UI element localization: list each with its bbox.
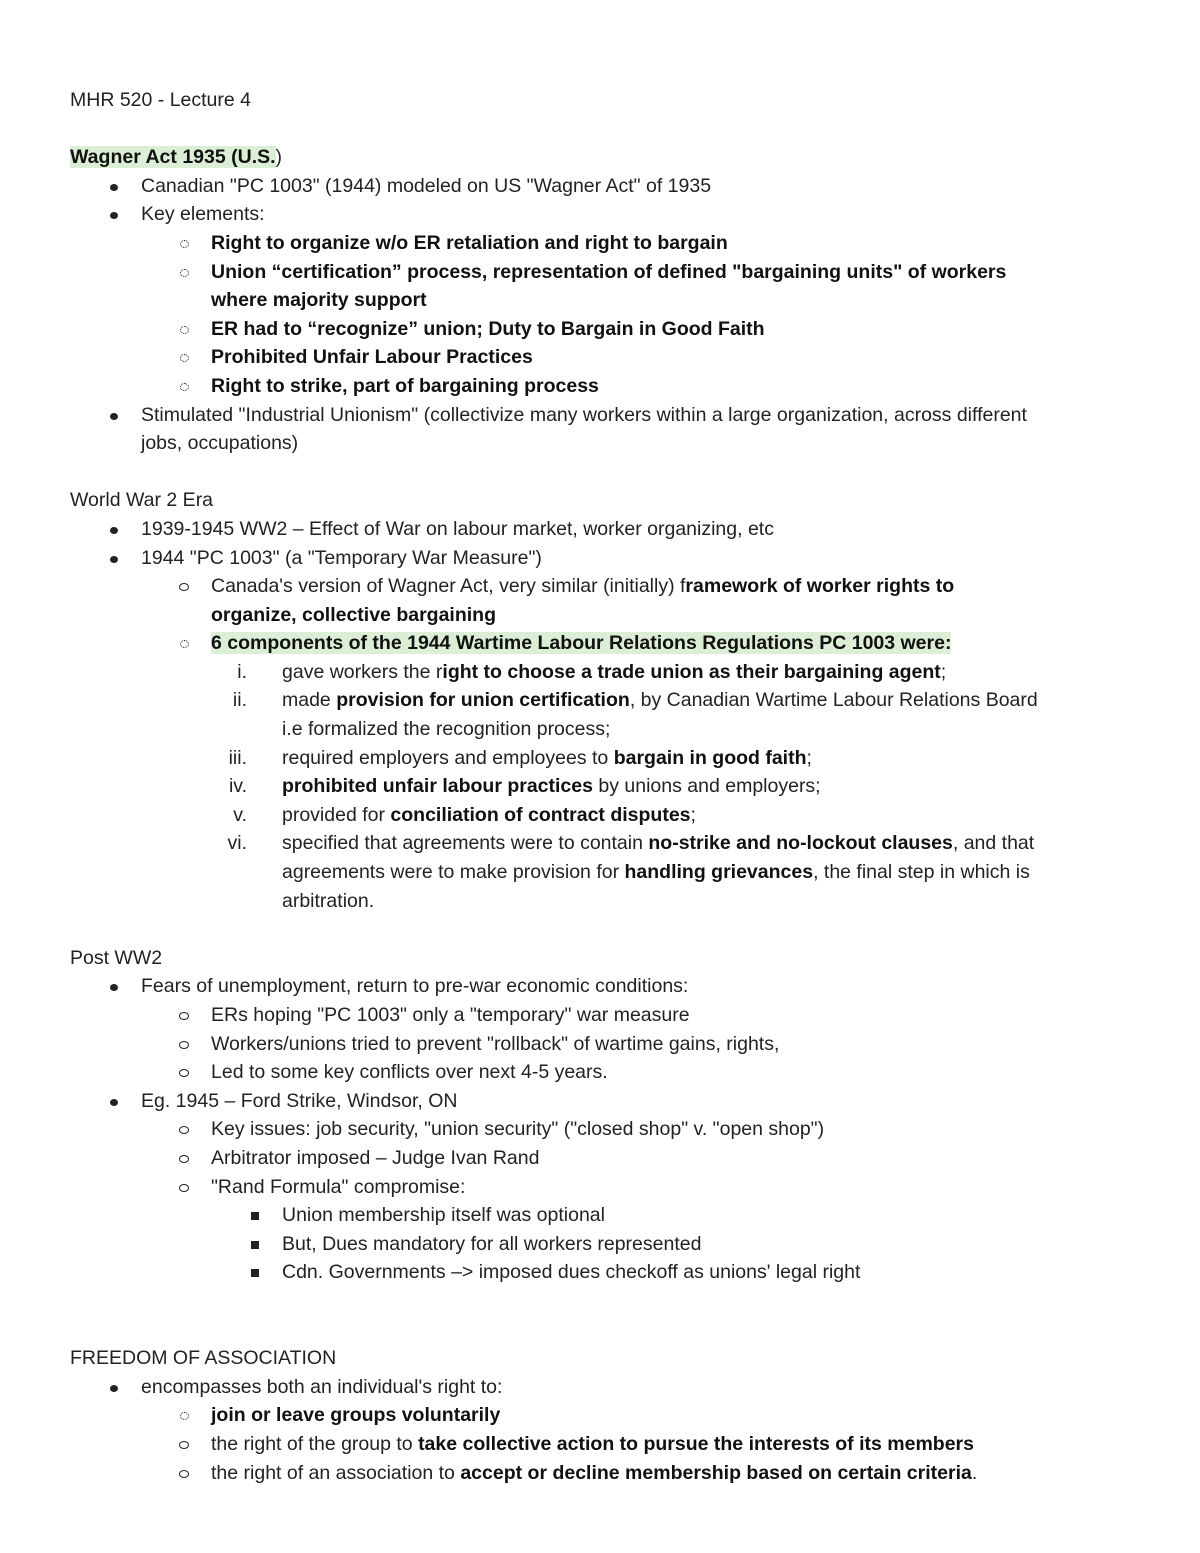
list-item: encompasses both an individual's right to: <box>141 1375 503 1398</box>
list-item: Canadian "PC 1003" (1944) modeled on US "Wagner Act" of 1935 <box>141 174 712 197</box>
list-item: ERs hoping "PC 1003" only a "temporary" war measure <box>211 1004 690 1026</box>
list-item: Union “certification” process, representation of defined "bargaining units" of workers <box>211 260 1007 283</box>
list-item: "Rand Formula" compromise: <box>211 1175 466 1198</box>
list-item-continuation: jobs, occupations) <box>141 432 299 455</box>
list-item: Stimulated "Industrial Unionism" (collectivize many workers within a large organization, across different <box>141 403 1027 426</box>
list-item: the right of an association to accept or decline membership based on certain criteria. <box>211 1461 978 1484</box>
list-item: ii. made provision for union certification, by Canadian Wartime Labour Relations Board <box>232 689 1038 712</box>
list-item: i. gave workers the right to choose a trade union as their bargaining agent; <box>237 660 947 683</box>
list-item: But, Dues mandatory for all workers represented <box>282 1232 702 1255</box>
section-heading-post-ww2: Post WW2 <box>70 946 163 969</box>
list-item: Fears of unemployment, return to pre-war economic conditions: <box>141 975 689 998</box>
list-item: join or leave groups voluntarily <box>211 1404 501 1427</box>
list-item-continuation: organize, collective bargaining <box>211 603 496 626</box>
list-item-continuation: where majority support <box>211 289 427 312</box>
list-item: Key issues: job security, "union security" ("closed shop" v. "open shop") <box>211 1118 825 1141</box>
list-item: Prohibited Unfair Labour Practices <box>211 346 533 369</box>
list-item: the right of the group to take collective action to pursue the interests of its members <box>211 1432 974 1455</box>
document-title: MHR 520 - Lecture 4 <box>70 89 251 111</box>
list-item: vi. specified that agreements were to contain no-strike and no-lockout clauses, and that <box>227 832 1035 855</box>
list-item: Workers/unions tried to prevent "rollback" of wartime gains, rights, <box>211 1032 780 1055</box>
list-item-continuation: i.e formalized the recognition process; <box>282 718 611 741</box>
list-item: 1939-1945 WW2 – Effect of War on labour market, worker organizing, etc <box>141 517 774 540</box>
list-item: Right to organize w/o ER retaliation and right to bargain <box>211 231 728 254</box>
list-item: iv. prohibited unfair labour practices by unions and employers; <box>228 775 821 798</box>
list-item: ER had to “recognize” union; Duty to Bargain in Good Faith <box>211 317 765 340</box>
list-item-continuation: agreements were to make provision for handling grievances, the final step in which is <box>282 861 1030 884</box>
list-item: Key elements: <box>141 203 265 226</box>
section-heading-wagner: Wagner Act 1935 (U.S.) <box>70 146 283 169</box>
list-item-continuation: arbitration. <box>282 889 375 912</box>
list-item: Union membership itself was optional <box>282 1204 605 1227</box>
list-item: Right to strike, part of bargaining process <box>211 374 599 397</box>
section-heading-foa: FREEDOM OF ASSOCIATION <box>70 1347 337 1370</box>
list-item: Cdn. Governments –> imposed dues checkoff as unions' legal right <box>282 1261 861 1284</box>
list-item: 1944 "PC 1003" (a "Temporary War Measure") <box>141 546 542 569</box>
list-item: Arbitrator imposed – Judge Ivan Rand <box>211 1146 540 1169</box>
list-item: 6 components of the 1944 Wartime Labour Relations Regulations PC 1003 were: <box>211 632 952 655</box>
list-item: Led to some key conflicts over next 4-5 years. <box>211 1061 608 1084</box>
list-item: Eg. 1945 – Ford Strike, Windsor, ON <box>141 1089 458 1112</box>
list-item: v. provided for conciliation of contract disputes; <box>233 803 696 826</box>
list-item: Canada's version of Wagner Act, very similar (initially) framework of worker rights to <box>211 575 955 598</box>
section-heading-ww2: World War 2 Era <box>70 489 214 512</box>
document-page <box>70 86 1150 1487</box>
list-item: iii. required employers and employees to bargain in good faith; <box>228 746 812 769</box>
